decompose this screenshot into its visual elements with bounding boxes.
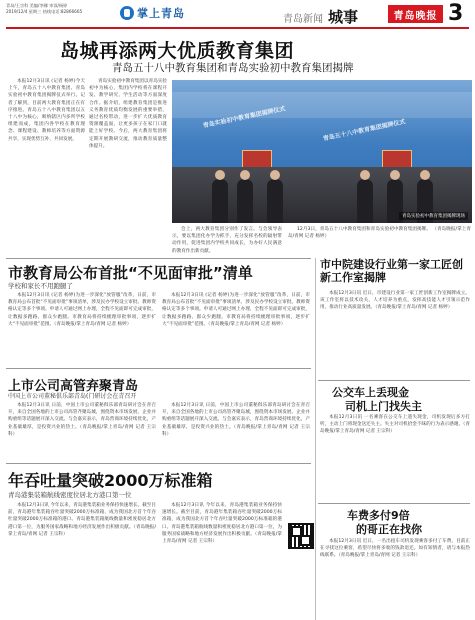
story2-subhead: 学校和家长不用跑腿了 — [8, 282, 73, 290]
app-logo-text: 掌上青岛 — [137, 7, 185, 20]
story1-col2-text: 青岛实验初中教育集团以青岛实验初中为核心，集团内学校将在课程开发、教学研究、学生活动等方面深度合作。据介绍，组建教育集团是推进义务教育优质均衡发展的重要举措，通过名校带动，进一步扩大优质教育资源覆盖面，让更多孩子在家门口就能上好学校。今后，两大教育集团将定期开展教研交流，推动教育质量整体提升。 — [89, 79, 167, 149]
section-title-a: 青岛新闻 — [283, 14, 323, 25]
story1-headline[interactable]: 岛城再添两大优质教育集团 — [60, 40, 295, 62]
story5-text: 本报12月3日讯 今年以来，青岛港集装箱业务保持快速增长。截至目前，青岛港年集装箱吞吐量突破2000万标准箱，成为我国北方首个年吞吐量突破2000万标准箱的港口。青岛港集装箱航线数量和密度稳居北方港口第一位，为服务国家战略和地方经济发展作出积极贡献。（青岛晚报/掌上青岛/青网 记者 王宗科） — [8, 503, 156, 537]
phone-icon — [120, 6, 134, 20]
column-divider — [315, 258, 316, 620]
story5-subhead: 青岛港集装箱航线密度位居北方港口第一位 — [8, 491, 132, 499]
photo-banner-text-b: 青岛五十八中教育集团揭牌仪式 — [322, 118, 407, 143]
divider — [318, 380, 470, 381]
story2-text: 本报12月3日讯 (记者 杨婷)为进一步深化“放管服”改革，日前，市教育局公布首批“不见面审批”事项清单，涉及民办学校设立审批、教师资格认定等多个事项。申请人可通过网上办理，全程不见面即可完成审批，让数据多跑路、群众少跑腿。市教育局将持续梳理审批事项，逐步扩大“不见面审批”范围。（青岛晚报/掌上青岛/青网 记者 杨婷） — [8, 293, 156, 327]
story1-subhead: 青岛五十八中教育集团和青岛实验初中教育集团揭牌 — [112, 62, 354, 74]
story6-column — [320, 414, 470, 502]
story6-subhead: 司机上门找失主 — [345, 400, 422, 413]
story4-text-cont: 本报12月3日讯 日前，中国上市公司董秘俱乐部青岛研讨会在青召开，来自全国各地的上市公司高管齐聚岛城，围绕资本市场发展、企业并购重组等话题展开深入交流。与会嘉宾表示，青岛营商环境持续优化，产业基础雄厚，是投资兴业的热土。（青岛晚报/掌上青岛/青网 记者 王宗科） — [162, 403, 310, 437]
story5-headline[interactable]: 年吞吐量突破2000万标准箱 — [8, 471, 213, 490]
story2-column-1 — [8, 292, 156, 362]
masthead-rule — [6, 27, 469, 29]
divider — [6, 258, 311, 259]
story7-subhead: 的哥正在找你 — [356, 523, 422, 536]
story2-headline[interactable]: 市教育局公布首批“不见面审批”清单 — [8, 264, 253, 282]
section-title-b: 城事 — [328, 8, 359, 26]
story5-column-1 — [8, 502, 156, 614]
page-number: 3 — [448, 1, 464, 26]
story6-text: 本报12月3日讯 一名乘客在公交车上遗失现金，司机发现后多方打听，主动上门将现金送还失主。失主对司机拾金不昧的行为表示感谢。（青岛晚报/掌上青岛/青网 记者 王宗科） — [320, 415, 470, 435]
brand-logo: 青岛晚报 — [388, 5, 443, 23]
story4-headline[interactable]: 上市公司高管弃聚青岛 — [8, 379, 139, 394]
story1-photo — [172, 80, 472, 223]
photo-caption: 青岛实验初中教育集团揭牌现场 — [399, 212, 468, 220]
photo-banner-text-a: 青岛实验初中教育集团揭牌仪式 — [202, 105, 287, 130]
person — [212, 179, 228, 223]
divider — [318, 503, 470, 504]
masthead-meta-line2: 2019/12/4 星期三 热线电话:82866665 — [6, 9, 83, 14]
story4-subhead: 中国上市公司董秘俱乐部青岛(门研讨会在青召开 — [8, 393, 137, 400]
story1-col4-text: 12月3日，青岛五十八中教育集团和青岛实验初中教育集团揭牌。 （青岛晚报/掌上青岛/青网 记者 杨婷） — [288, 227, 471, 240]
story3-column — [320, 290, 470, 380]
story2-column-2 — [162, 292, 310, 362]
story2-text-cont: 本报12月3日讯 (记者 杨婷)为进一步深化“放管服”改革，日前，市教育局公布首批“不见面审批”事项清单，涉及民办学校设立审批、教师资格认定等多个事项。申请人可通过网上办理，全程不见面即可完成审批，让数据多跑路、群众少跑腿。市教育局将持续梳理审批事项，逐步扩大“不见面审批”范围。（青岛晚报/掌上青岛/青网 记者 杨婷） — [162, 293, 310, 327]
masthead — [0, 0, 475, 30]
story3-headline[interactable]: 市中院建设行业第一家工匠创新工作室揭牌 — [320, 258, 463, 284]
story1-column-2 — [89, 78, 167, 253]
qr-code-icon[interactable] — [288, 523, 314, 549]
story6-headline[interactable]: 公交车上丢现金 — [332, 386, 409, 399]
person — [357, 179, 373, 223]
story5-text-cont: 本报12月3日讯 今年以来，青岛港集装箱业务保持快速增长。截至目前，青岛港年集装箱吞吐量突破2000万标准箱，成为我国北方首个年吞吐量突破2000万标准箱的港口。青岛港集装箱航线数量和密度稳居北方港口第一位，为服务国家战略和地方经济发展作出积极贡献。（青岛晚报/掌上青岛/青网 记者 王宗科） — [162, 503, 282, 545]
person — [237, 179, 253, 223]
story7-headline[interactable]: 车费多付9倍 — [347, 509, 410, 522]
masthead-meta — [6, 3, 116, 15]
story1-col3-text: 会上，两大教育集团分别作了发言。与会领导表示，要以集团化办学为抓手，充分发挥名校的辐射带动作用，促进集团内学校共同成长，为办好人民满意的教育作出新贡献。 — [172, 227, 282, 254]
story7-text: 本报12月3日讯 近日，一名出租车司机发现乘客多付了车费，目前正在寻找这位乘客，希望尽快将多收的钱款退还。如有知情者，请与本报热线联系。（青岛晚报/掌上青岛/青网 记者 王宗科） — [320, 539, 470, 559]
masthead-meta-line1: 青岛/王宗科 美编/李娜 审读/杨婷 — [6, 3, 68, 8]
story7-column — [320, 538, 470, 616]
section-title — [283, 6, 358, 27]
app-logo[interactable] — [120, 5, 185, 21]
story4-column-1 — [8, 402, 156, 460]
story1-column-3 — [172, 226, 282, 256]
story4-text: 本报12月3日讯 日前，中国上市公司董秘俱乐部青岛研讨会在青召开，来自全国各地的上市公司高管齐聚岛城，围绕资本市场发展、企业并购重组等话题展开深入交流。与会嘉宾表示，青岛营商环境持续优化，产业基础雄厚，是投资兴业的热土。（青岛晚报/掌上青岛/青网 记者 王宗科） — [8, 403, 156, 437]
story1-col1-text: 本报12月3日讯 (记者 杨婷)今天上午，青岛五十八中教育集团、青岛实验初中教育集团揭牌仪式举行。记者了解到，目前两大教育集团正在有序推进。青岛五十八中教育集团以五十八中为核心，吸纳辖区内多所学校组建而成，集团内各学校在教育理念、课程建设、教师培养等方面资源共享，实现优势互补、共同发展。 — [8, 79, 85, 142]
story5-column-2 — [162, 502, 282, 614]
person — [267, 179, 283, 223]
photo-stripe — [172, 92, 472, 118]
story1-column-4 — [288, 226, 471, 256]
story1-column-1 — [8, 78, 85, 253]
divider — [6, 463, 311, 464]
story4-column-2 — [162, 402, 310, 460]
story3-text: 本报12月3日讯 近日，市建设行业第一家工匠创新工作室揭牌成立。该工作室将以技术攻关、人才培养为重点，发挥高技能人才引领示范作用，推动行业高质量发展。（青岛晚报/掌上青岛/青网 记者 杨婷） — [320, 291, 470, 311]
divider — [6, 368, 311, 369]
